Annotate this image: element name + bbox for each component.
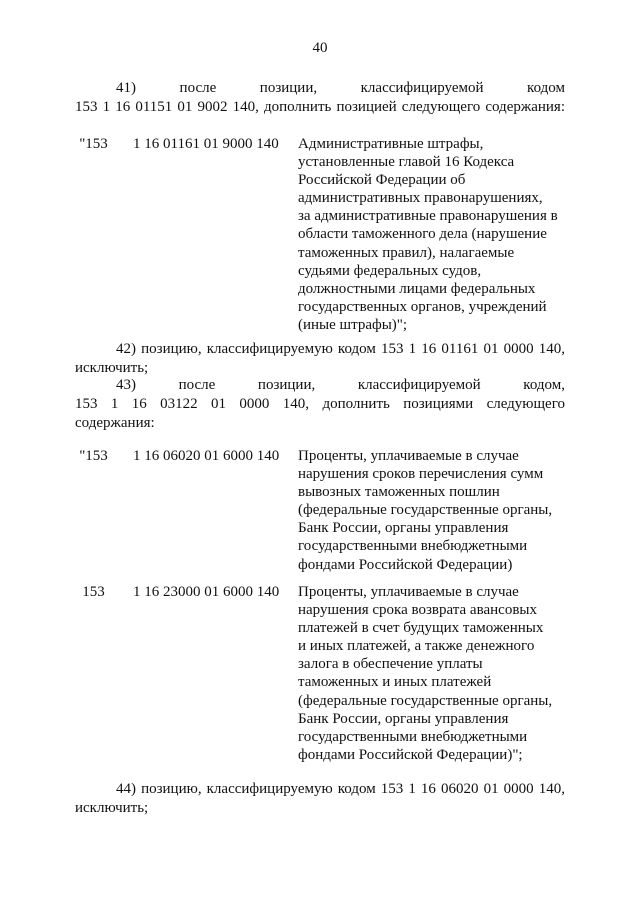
description-line: залога в обеспечение уплаты <box>298 656 483 673</box>
paragraph-line: исключить; <box>75 799 149 816</box>
description-line: нарушения сроков перечисления сумм <box>298 466 544 483</box>
description-line: Банк России, органы управления <box>298 520 509 537</box>
description-line: должностными лицами федеральных <box>298 280 536 297</box>
description-line: и иных платежей, а также денежного <box>298 638 535 655</box>
description-line: таможенных и иных платежей <box>298 674 492 691</box>
description-line: Проценты, уплачиваемые в случае <box>298 584 519 600</box>
description-line: фондами Российской Федерации) <box>298 556 513 573</box>
description-line: (иные штрафы)"; <box>298 316 408 333</box>
description-line: вывозных таможенных пошлин <box>298 484 500 501</box>
description-line: установленные главой 16 Кодекса <box>298 154 515 171</box>
row-description <box>298 583 565 764</box>
item-43-paragraph <box>75 376 565 432</box>
description-line: фондами Российской Федерации)"; <box>298 746 523 763</box>
description-line: судьями федеральных судов, <box>298 262 482 279</box>
row-prefix: "153 <box>79 136 108 152</box>
paragraph-line: 153 1 16 01151 01 9002 140, дополнить позицией следующего содержания: <box>75 98 565 115</box>
page-number: 40 <box>312 40 328 56</box>
table-row <box>0 583 640 783</box>
description-line: нарушения срока возврата авансовых <box>298 602 537 619</box>
row-code: 1 16 01161 01 9000 140 <box>133 136 279 152</box>
paragraph-line: 42) позицию, классифицируемую кодом 153 1 16 01161 01 0000 140, <box>116 341 565 357</box>
description-line: государственных органов, учреждений <box>298 298 547 315</box>
row-code: 1 16 06020 01 6000 140 <box>133 448 280 464</box>
paragraph-line: исключить; <box>75 359 149 376</box>
description-line: Административные штрафы, <box>298 136 484 152</box>
row-prefix: "153 <box>79 448 108 464</box>
paragraph-line: 153 1 16 03122 01 0000 140, дополнить позициями следующего <box>75 395 565 412</box>
description-line: Российской Федерации об <box>298 172 466 189</box>
row-code: 1 16 23000 01 6000 140 <box>133 584 280 600</box>
description-line: административных правонарушениях, <box>298 190 543 207</box>
row-prefix: 153 <box>82 584 105 600</box>
description-line: государственными внебюджетными <box>298 728 528 745</box>
description-line: за административные правонарушения в <box>298 208 558 225</box>
description-line: области таможенного дела (нарушение <box>298 226 547 243</box>
item-42-paragraph <box>75 340 565 378</box>
description-line: платежей в счет будущих таможенных <box>298 620 544 637</box>
row-description <box>298 135 565 334</box>
item-41-paragraph <box>75 79 565 117</box>
description-line: (федеральные государственные органы, <box>298 692 553 709</box>
paragraph-line: 43) после позиции, классифицируемой кодом, <box>116 377 565 393</box>
item-44-paragraph <box>75 780 565 818</box>
row-description <box>298 447 565 574</box>
description-line: таможенных правил), налагаемые <box>298 244 515 261</box>
description-line: государственными внебюджетными <box>298 538 528 555</box>
description-line: Проценты, уплачиваемые в случае <box>298 448 519 464</box>
paragraph-line: содержания: <box>75 414 155 431</box>
table-row <box>0 135 640 335</box>
paragraph-line: 44) позицию, классифицируемую кодом 153 1 16 06020 01 0000 140, <box>116 781 565 797</box>
description-line: (федеральные государственные органы, <box>298 502 553 519</box>
paragraph-line: 41) после позиции, классифицируемой кодом <box>116 80 565 96</box>
description-line: Банк России, органы управления <box>298 710 509 727</box>
